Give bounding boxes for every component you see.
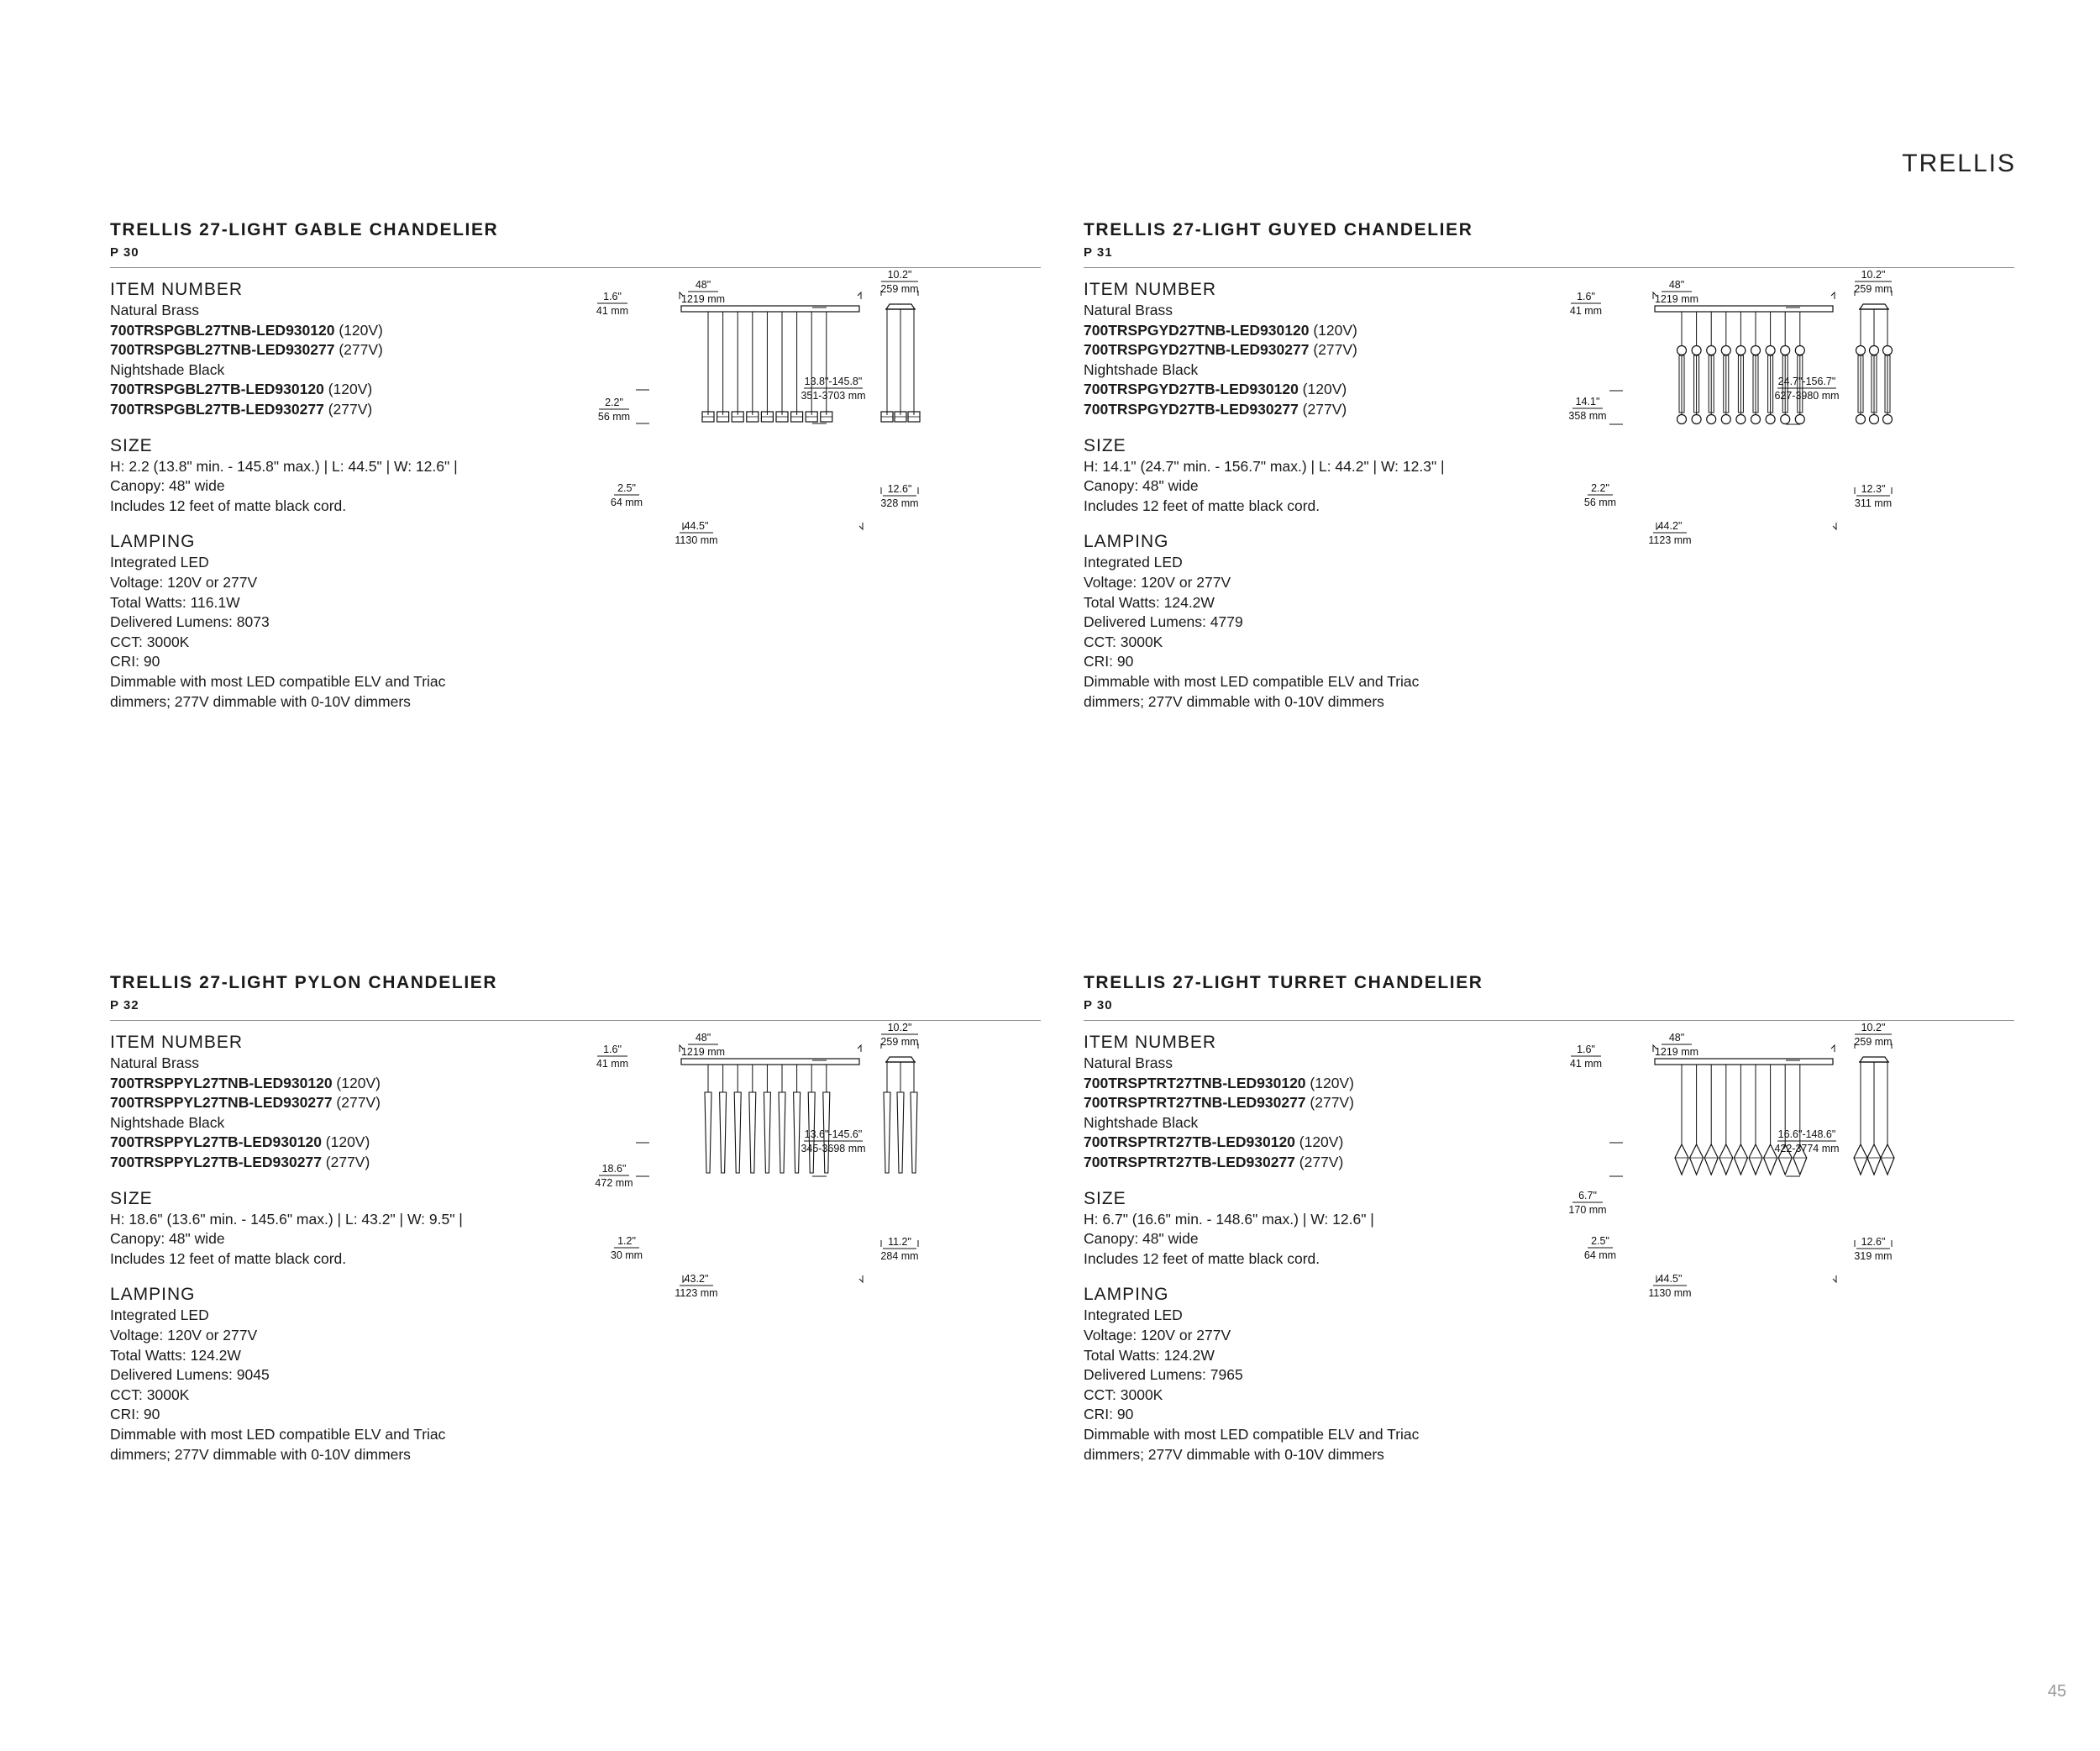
fixture-height-mm: 358 mm: [1568, 410, 1607, 422]
chandelier-diagram: [1567, 269, 2021, 551]
turret-shade: [1704, 1144, 1718, 1175]
item-voltage: (120V): [1305, 1074, 1354, 1091]
product-section: [110, 973, 1041, 1645]
spacing-in: 2.2": [1591, 482, 1609, 494]
side-width-mm: 328 mm: [880, 497, 919, 509]
canopy-front: [681, 306, 859, 312]
fixture-height-in: 2.2": [605, 397, 623, 408]
item-code: 700TRSPGBL27TNB-LED930120: [110, 321, 335, 339]
item-code-row: [110, 1133, 580, 1153]
item-voltage: (277V): [1309, 341, 1357, 359]
guyed-upper-globe: [1677, 346, 1687, 355]
item-code: 700TRSPGBL27TB-LED930120: [110, 381, 324, 398]
guyed-upper-globe: [1870, 346, 1879, 355]
side-width-mm: 284 mm: [880, 1250, 919, 1262]
pylon-shade: [720, 1092, 727, 1173]
spacing-mm: 30 mm: [610, 1249, 643, 1261]
item-voltage: (277V): [321, 1153, 370, 1170]
guyed-lower-globe: [1856, 415, 1866, 424]
canopy-height-in: 1.6": [603, 291, 622, 302]
page-reference: P 30: [1084, 998, 1113, 1012]
side-canopy: [1860, 1057, 1888, 1062]
lamping-line: CCT: 3000K: [110, 633, 190, 650]
item-code: 700TRSPGYD27TNB-LED930277: [1084, 341, 1310, 359]
side-canopy: [886, 304, 915, 309]
section-divider: [110, 267, 1041, 268]
spacing-mm: 56 mm: [1583, 497, 1617, 508]
item-code: 700TRSPPYL27TNB-LED930120: [110, 1074, 333, 1091]
item-voltage: (120V): [323, 381, 373, 398]
product-title: TRELLIS 27-LIGHT TURRET CHANDELIER: [1084, 973, 1483, 992]
lamping-line: Integrated LED: [110, 554, 209, 571]
guyed-lower-globe: [1692, 415, 1701, 424]
canopy-width-in: 48": [695, 1032, 711, 1044]
pylon-shade: [884, 1092, 890, 1173]
guyed-upper-globe: [1751, 346, 1761, 355]
size-line: H: 6.7" (16.6" min. - 148.6" max.) | W: 12.6" |: [1084, 1210, 1374, 1228]
item-code: 700TRSPPYL27TNB-LED930277: [110, 1094, 333, 1112]
lamping-line: CCT: 3000K: [1084, 1386, 1163, 1403]
section-divider: [1084, 1020, 2014, 1021]
product-section: [110, 220, 1041, 892]
lamping-line: Voltage: 120V or 277V: [110, 573, 258, 591]
spacing-mm: 64 mm: [1583, 1249, 1617, 1261]
page-reference: P 32: [110, 998, 139, 1012]
finish-label: Nightshade Black: [1084, 1113, 1199, 1131]
length-in: 43.2": [684, 1273, 709, 1285]
overall-height-mm: 351-3703 mm: [801, 390, 866, 402]
overall-height-mm: 422-3774 mm: [1774, 1143, 1840, 1154]
page-reference: P 31: [1084, 245, 1113, 260]
item-code: 700TRSPGBL27TB-LED930277: [110, 400, 324, 418]
chandelier-diagram: [594, 269, 1047, 551]
product-title: TRELLIS 27-LIGHT GABLE CHANDELIER: [110, 220, 499, 239]
section-divider: [110, 1020, 1041, 1021]
size-line: Canopy: 48" wide: [110, 477, 225, 495]
canopy-width-mm: 1219 mm: [1654, 293, 1699, 305]
guide-tick: [1833, 523, 1836, 529]
finish-label: Natural Brass: [1084, 1054, 1173, 1071]
side-canopy: [1860, 304, 1888, 309]
finish-label: Natural Brass: [110, 1054, 200, 1071]
size-heading: SIZE: [1084, 435, 1126, 455]
side-width-in: 12.3": [1861, 483, 1886, 495]
guyed-lower-globe: [1721, 415, 1730, 424]
item-code-row: [110, 400, 580, 420]
lamping-line: dimmers; 277V dimmable with 0-10V dimmers: [110, 692, 411, 710]
canopy-width-in: 48": [1668, 1032, 1685, 1044]
fixture-height-mm: 56 mm: [597, 411, 631, 423]
lamping-line: Voltage: 120V or 277V: [1084, 1326, 1231, 1343]
chandelier-diagram: [1567, 1022, 2021, 1304]
canopy-height-mm: 41 mm: [596, 305, 629, 317]
item-code-row: [1084, 1093, 1554, 1113]
item-code-row: [110, 380, 580, 400]
canopy-height-in: 1.6": [1577, 291, 1595, 302]
spacing-in: 2.5": [1591, 1235, 1609, 1247]
length-mm: 1130 mm: [675, 534, 718, 546]
side-width-mm: 319 mm: [1854, 1250, 1893, 1262]
lamping-line: Dimmable with most LED compatible ELV and Triac: [110, 672, 446, 690]
product-section: [1084, 973, 2014, 1645]
lamping-line: Delivered Lumens: 4779: [1084, 613, 1243, 631]
lamping-line: Integrated LED: [1084, 1307, 1183, 1324]
pylon-shade: [911, 1092, 917, 1173]
size-line: Canopy: 48" wide: [1084, 477, 1199, 495]
item-voltage: (120V): [1298, 381, 1347, 398]
guyed-lower-globe: [1795, 415, 1804, 424]
canopy-front: [1655, 1059, 1833, 1065]
item-code: 700TRSPTRT27TB-LED930120: [1084, 1133, 1295, 1151]
spec-block: [110, 279, 580, 712]
guyed-upper-globe: [1856, 346, 1866, 355]
item-code-row: [1084, 400, 1554, 420]
lamping-line: Total Watts: 124.2W: [110, 1346, 241, 1364]
lamping-line: Delivered Lumens: 8073: [110, 613, 270, 631]
overall-height-in: 13.8"-145.8": [804, 376, 863, 387]
item-code: 700TRSPPYL27TB-LED930120: [110, 1133, 322, 1151]
item-voltage: (277V): [1294, 1153, 1344, 1170]
product-section: [1084, 220, 2014, 892]
size-heading: SIZE: [110, 435, 153, 455]
guyed-lower-globe: [1677, 415, 1687, 424]
lamping-heading: LAMPING: [1084, 1285, 1169, 1305]
guyed-upper-globe: [1883, 346, 1893, 355]
lamping-line: CCT: 3000K: [1084, 633, 1163, 650]
dimension-guides: [636, 1044, 918, 1282]
fixture-height-in: 18.6": [601, 1163, 627, 1175]
item-code-row: [110, 1093, 580, 1113]
finish-label: Natural Brass: [1084, 302, 1173, 318]
item-code-row: [1084, 380, 1554, 400]
guyed-upper-globe: [1707, 346, 1716, 355]
dimension-drawing: [1567, 1022, 2021, 1304]
turret-shade: [1867, 1144, 1881, 1175]
guide-tick: [859, 1275, 863, 1282]
size-line: Includes 12 feet of matte black cord.: [1084, 497, 1320, 514]
dimension-guides: [636, 291, 918, 529]
item-voltage: (120V): [332, 1074, 381, 1091]
length-in: 44.5": [1657, 1273, 1683, 1285]
product-title: TRELLIS 27-LIGHT PYLON CHANDELIER: [110, 973, 498, 992]
side-view: [1854, 1057, 1894, 1175]
item-code-row: [110, 340, 580, 360]
side-width-mm: 311 mm: [1854, 497, 1893, 509]
page-number: 45: [2047, 1682, 2066, 1701]
spec-block: [110, 1032, 580, 1464]
lamping-line: Dimmable with most LED compatible ELV and Triac: [1084, 672, 1420, 690]
pylon-shade: [764, 1092, 770, 1173]
finish-label: Nightshade Black: [110, 360, 225, 378]
item-voltage: (277V): [1298, 400, 1347, 418]
item-code: 700TRSPTRT27TNB-LED930120: [1084, 1074, 1306, 1091]
lamping-line: Integrated LED: [1084, 554, 1183, 571]
side-canopy: [886, 1057, 915, 1062]
turret-shade: [1690, 1144, 1704, 1175]
size-line: Canopy: 48" wide: [110, 1230, 225, 1248]
length-mm: 1130 mm: [1648, 1287, 1692, 1299]
turret-shade: [1854, 1144, 1867, 1175]
item-code-row: [1084, 321, 1554, 341]
pendant-array: [681, 1059, 859, 1173]
dimension-drawing: [594, 1022, 1047, 1304]
pylon-shade: [779, 1092, 785, 1173]
lamping-line: Total Watts: 116.1W: [110, 593, 240, 611]
finish-label: Natural Brass: [110, 302, 200, 318]
item-code-row: [110, 321, 580, 341]
finish-label: Nightshade Black: [110, 1113, 225, 1131]
canopy-width-in: 48": [1668, 279, 1685, 291]
pendant-array: [681, 306, 859, 422]
product-title: TRELLIS 27-LIGHT GUYED CHANDELIER: [1084, 220, 1473, 239]
lamping-line: dimmers; 277V dimmable with 0-10V dimmers: [1084, 692, 1384, 710]
overall-height-in: 13.6"-145.6": [804, 1128, 863, 1140]
side-view: [881, 304, 920, 422]
item-voltage: (277V): [332, 1094, 381, 1112]
turret-shade: [1719, 1144, 1733, 1175]
side-width-in: 11.2": [888, 1236, 911, 1248]
side-top-in: 10.2": [1861, 1022, 1886, 1033]
size-line: H: 18.6" (13.6" min. - 145.6" max.) | L: 43.2" | W: 9.5" |: [110, 1210, 463, 1228]
side-top-mm: 259 mm: [880, 283, 919, 295]
guyed-upper-globe: [1781, 346, 1790, 355]
item-number-heading: ITEM NUMBER: [110, 280, 243, 299]
fixture-height-in: 6.7": [1578, 1190, 1597, 1202]
lamping-heading: LAMPING: [110, 1285, 196, 1305]
guyed-upper-globe: [1795, 346, 1804, 355]
overall-height-mm: 345-3698 mm: [801, 1143, 866, 1154]
item-code: 700TRSPGBL27TNB-LED930277: [110, 341, 335, 359]
length-in: 44.5": [684, 520, 709, 532]
canopy-width-mm: 1219 mm: [1654, 1046, 1699, 1058]
lamping-line: Dimmable with most LED compatible ELV and Triac: [110, 1425, 446, 1443]
item-voltage: (120V): [1309, 321, 1357, 339]
pylon-shade: [794, 1092, 801, 1173]
side-top-mm: 259 mm: [880, 1036, 919, 1048]
spacing-in: 2.5": [617, 482, 636, 494]
size-line: Includes 12 feet of matte black cord.: [1084, 1249, 1320, 1267]
item-code-row: [110, 1153, 580, 1173]
item-code: 700TRSPGYD27TNB-LED930120: [1084, 321, 1310, 339]
guyed-lower-globe: [1883, 415, 1893, 424]
pylon-shade: [705, 1092, 711, 1173]
lamping-line: CRI: 90: [110, 653, 160, 670]
dimension-drawing: [1567, 269, 2021, 551]
guide-tick: [1831, 1045, 1835, 1052]
section-divider: [1084, 267, 2014, 268]
guyed-upper-globe: [1766, 346, 1775, 355]
side-view: [884, 1057, 917, 1173]
side-width-in: 12.6": [887, 483, 912, 495]
dimension-guides: [1609, 291, 1892, 529]
guyed-lower-globe: [1870, 415, 1879, 424]
lamping-line: Delivered Lumens: 7965: [1084, 1366, 1243, 1384]
item-voltage: (120V): [321, 1133, 370, 1151]
overall-height-in: 16.6"-148.6": [1777, 1128, 1836, 1140]
turret-shade: [1675, 1144, 1688, 1175]
guyed-lower-globe: [1751, 415, 1761, 424]
side-top-mm: 259 mm: [1854, 1036, 1893, 1048]
lamping-line: dimmers; 277V dimmable with 0-10V dimmers: [110, 1445, 411, 1463]
fixture-height-in: 14.1": [1575, 396, 1600, 408]
guyed-upper-globe: [1736, 346, 1746, 355]
item-number-heading: ITEM NUMBER: [1084, 1033, 1216, 1052]
lamping-line: Total Watts: 124.2W: [1084, 593, 1215, 611]
side-top-mm: 259 mm: [1854, 283, 1893, 295]
size-heading: SIZE: [110, 1188, 153, 1208]
lamping-line: dimmers; 277V dimmable with 0-10V dimmers: [1084, 1445, 1384, 1463]
guyed-lower-globe: [1707, 415, 1716, 424]
canopy-front: [681, 1059, 859, 1065]
spec-block: [1084, 1032, 1554, 1464]
lamping-line: Total Watts: 124.2W: [1084, 1346, 1215, 1364]
turret-shade: [1734, 1144, 1747, 1175]
lamping-line: CRI: 90: [1084, 653, 1134, 670]
item-voltage: (120V): [334, 321, 383, 339]
brand-title: TRELLIS: [1902, 150, 2016, 177]
item-code-row: [110, 1074, 580, 1094]
canopy-height-in: 1.6": [603, 1044, 622, 1055]
lamping-heading: LAMPING: [1084, 532, 1169, 552]
size-line: Includes 12 feet of matte black cord.: [110, 1249, 347, 1267]
lamping-line: Voltage: 120V or 277V: [110, 1326, 258, 1343]
side-top-in: 10.2": [887, 1022, 912, 1033]
pylon-shade: [734, 1092, 741, 1173]
dimension-drawing: [594, 269, 1047, 551]
canopy-height-mm: 41 mm: [1569, 305, 1603, 317]
item-number-heading: ITEM NUMBER: [110, 1033, 243, 1052]
item-code-row: [1084, 1133, 1554, 1153]
guyed-upper-globe: [1721, 346, 1730, 355]
finish-label: Nightshade Black: [1084, 360, 1199, 378]
size-line: H: 2.2 (13.8" min. - 145.8" max.) | L: 44.5" | W: 12.6" |: [110, 457, 458, 475]
overall-height-in: 24.7"-156.7": [1777, 376, 1836, 387]
chandelier-diagram: [594, 1022, 1047, 1304]
spec-block: [1084, 279, 1554, 712]
spacing-in: 1.2": [617, 1235, 636, 1247]
pendant-array: [1655, 306, 1833, 424]
spacing-mm: 64 mm: [610, 497, 643, 508]
pylon-shade: [749, 1092, 756, 1173]
item-code: 700TRSPPYL27TB-LED930277: [110, 1153, 322, 1170]
item-code: 700TRSPTRT27TB-LED930277: [1084, 1153, 1295, 1170]
item-number-heading: ITEM NUMBER: [1084, 280, 1216, 299]
pylon-shade: [897, 1092, 904, 1173]
lamping-heading: LAMPING: [110, 532, 196, 552]
canopy-width-in: 48": [695, 279, 711, 291]
item-code-row: [1084, 1074, 1554, 1094]
guyed-upper-globe: [1692, 346, 1701, 355]
canopy-width-mm: 1219 mm: [680, 293, 726, 305]
pendant-array: [1655, 1059, 1833, 1175]
fixture-height-mm: 170 mm: [1568, 1204, 1607, 1216]
length-mm: 1123 mm: [675, 1287, 718, 1299]
lamping-line: CRI: 90: [110, 1406, 160, 1423]
item-voltage: (120V): [1294, 1133, 1344, 1151]
fixture-height-mm: 472 mm: [595, 1177, 633, 1189]
item-code-row: [1084, 340, 1554, 360]
lamping-line: CRI: 90: [1084, 1406, 1134, 1423]
side-top-in: 10.2": [1861, 269, 1886, 281]
guide-tick: [858, 1045, 861, 1052]
canopy-height-mm: 41 mm: [596, 1058, 629, 1070]
canopy-width-mm: 1219 mm: [680, 1046, 726, 1058]
page-reference: P 30: [110, 245, 139, 260]
item-code: 700TRSPGYD27TB-LED930277: [1084, 400, 1299, 418]
size-line: H: 14.1" (24.7" min. - 156.7" max.) | L: 44.2" | W: 12.3" |: [1084, 457, 1445, 475]
lamping-line: Integrated LED: [110, 1307, 209, 1324]
item-voltage: (277V): [323, 400, 373, 418]
item-voltage: (277V): [1305, 1094, 1354, 1112]
length-in: 44.2": [1657, 520, 1683, 532]
lamping-line: Dimmable with most LED compatible ELV and Triac: [1084, 1425, 1420, 1443]
item-code: 700TRSPGYD27TB-LED930120: [1084, 381, 1299, 398]
overall-height-mm: 627-3980 mm: [1774, 390, 1840, 402]
guyed-lower-globe: [1781, 415, 1790, 424]
lamping-line: Delivered Lumens: 9045: [110, 1366, 270, 1384]
canopy-height-in: 1.6": [1577, 1044, 1595, 1055]
length-mm: 1123 mm: [1648, 534, 1692, 546]
size-line: Canopy: 48" wide: [1084, 1230, 1199, 1248]
guide-tick: [1831, 292, 1835, 299]
guide-tick: [859, 523, 863, 529]
item-code-row: [1084, 1153, 1554, 1173]
size-line: Includes 12 feet of matte black cord.: [110, 497, 347, 514]
side-width-in: 12.6": [1861, 1236, 1886, 1248]
guide-tick: [858, 292, 861, 299]
lamping-line: CCT: 3000K: [110, 1386, 190, 1403]
canopy-height-mm: 41 mm: [1569, 1058, 1603, 1070]
size-heading: SIZE: [1084, 1188, 1126, 1208]
turret-shade: [1881, 1144, 1894, 1175]
guyed-lower-globe: [1736, 415, 1746, 424]
lamping-line: Voltage: 120V or 277V: [1084, 573, 1231, 591]
item-code: 700TRSPTRT27TNB-LED930277: [1084, 1094, 1306, 1112]
side-view: [1856, 304, 1893, 424]
guyed-lower-globe: [1766, 415, 1775, 424]
guide-tick: [1833, 1275, 1836, 1282]
side-top-in: 10.2": [887, 269, 912, 281]
item-voltage: (277V): [334, 341, 383, 359]
turret-shade: [1749, 1144, 1762, 1175]
canopy-front: [1655, 306, 1833, 312]
